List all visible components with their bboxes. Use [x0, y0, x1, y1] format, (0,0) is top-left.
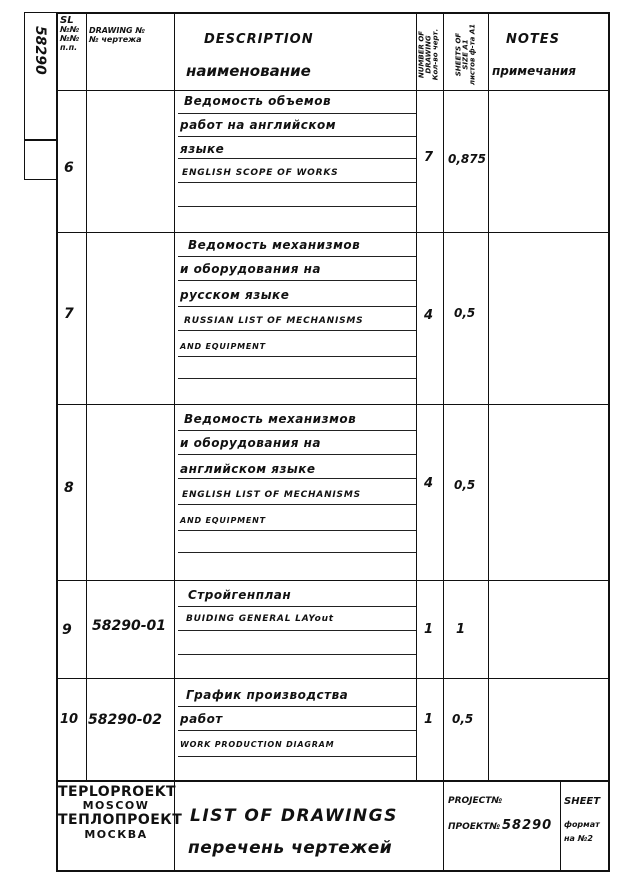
title-block-divider [443, 780, 444, 872]
row-description-line: английском языке [180, 462, 316, 476]
title-block-divider [56, 780, 610, 782]
row-description-line: и оборудования на [180, 436, 321, 450]
archive-number: 58290 [32, 26, 48, 75]
header-sheets-a1: SHEETS OF SIZE A1 листов ф-та А1 [454, 23, 477, 86]
row-description-line: AND EQUIPMENT [180, 342, 266, 351]
row-drawing-count: 4 [424, 476, 434, 491]
sheet-label-ru: формат [564, 820, 600, 829]
header-description-ru: наименование [186, 62, 311, 80]
row-drawing-count: 4 [424, 308, 434, 323]
row-description-line: работ [180, 712, 223, 726]
column-divider [86, 12, 87, 780]
document-title-ru: перечень чертежей [188, 838, 393, 858]
row-sl-number: 9 [62, 622, 72, 638]
organization-name: TEPLOPROEKT MOSCOW ТЕПЛОПРОЕКТ МОСКВА [58, 784, 183, 841]
row-description-line: Ведомость механизмов [188, 238, 361, 252]
header-drawing-no: DRAWING № № чертежа [89, 26, 146, 44]
row-description-line: Стройгенплан [188, 588, 292, 602]
row-drawing-count: 1 [424, 622, 434, 637]
row-sl-number: 10 [60, 712, 79, 727]
header-notes-en: NOTES [506, 32, 561, 47]
row-description-line: График производства [186, 688, 349, 702]
row-divider [56, 404, 610, 405]
row-description-line: RUSSIAN LIST OF MECHANISMS [184, 316, 364, 326]
row-description-line: BUIDING GENERAL LAYout [186, 614, 334, 624]
row-description-line: AND EQUIPMENT [180, 516, 266, 525]
row-description-line: работ на английском [180, 118, 337, 132]
row-drawing-count: 7 [424, 150, 434, 165]
header-notes-ru: примечания [492, 64, 576, 78]
header-sl-no: SL №№ №№ п.п. [60, 15, 80, 52]
project-number: 58290 [502, 818, 553, 833]
row-drawing-number: 58290-01 [92, 618, 166, 634]
document-title-en: LIST OF DRAWINGS [190, 806, 398, 826]
row-sl-number: 7 [64, 306, 74, 322]
row-description-line: и оборудования на [180, 262, 321, 276]
row-divider [56, 232, 610, 233]
row-description-line: WORK PRODUCTION DIAGRAM [180, 740, 335, 749]
row-sheets-a1: 0,5 [454, 478, 476, 492]
row-description-line: Ведомость механизмов [184, 412, 357, 426]
row-sheets-a1: 0,875 [448, 152, 486, 166]
row-sheets-a1: 0,5 [452, 712, 474, 726]
row-description-line: языке [180, 142, 225, 156]
row-description-line: русском языке [180, 288, 290, 302]
column-divider [416, 12, 417, 780]
sheet-label-en: SHEET [564, 796, 601, 807]
row-drawing-count: 1 [424, 712, 434, 727]
project-label-en: PROJECT№ [448, 796, 503, 806]
row-divider [56, 580, 610, 581]
column-divider [443, 12, 444, 780]
column-divider [174, 12, 175, 872]
row-description-line: Ведомость объемов [184, 94, 332, 108]
sheet-number: на №2 [564, 834, 593, 843]
archive-box [24, 140, 56, 180]
row-sheets-a1: 1 [456, 622, 466, 637]
header-description-en: DESCRIPTION [204, 32, 314, 47]
row-divider [56, 678, 610, 679]
column-divider [488, 12, 489, 780]
title-block-divider [560, 780, 561, 872]
row-drawing-number: 58290-02 [88, 712, 162, 728]
row-description-line: ENGLISH SCOPE OF WORKS [182, 168, 339, 178]
header-divider [56, 90, 610, 91]
row-sheets-a1: 0,5 [454, 306, 476, 320]
row-description-line: ENGLISH LIST OF MECHANISMS [182, 490, 361, 500]
row-sl-number: 8 [64, 480, 74, 496]
project-label-ru: ПРОЕКТ№ [448, 822, 501, 832]
row-sl-number: 6 [64, 160, 74, 176]
header-number-of-drawings: NUMBER OF DRAWING Кол-во черт. [417, 28, 440, 81]
